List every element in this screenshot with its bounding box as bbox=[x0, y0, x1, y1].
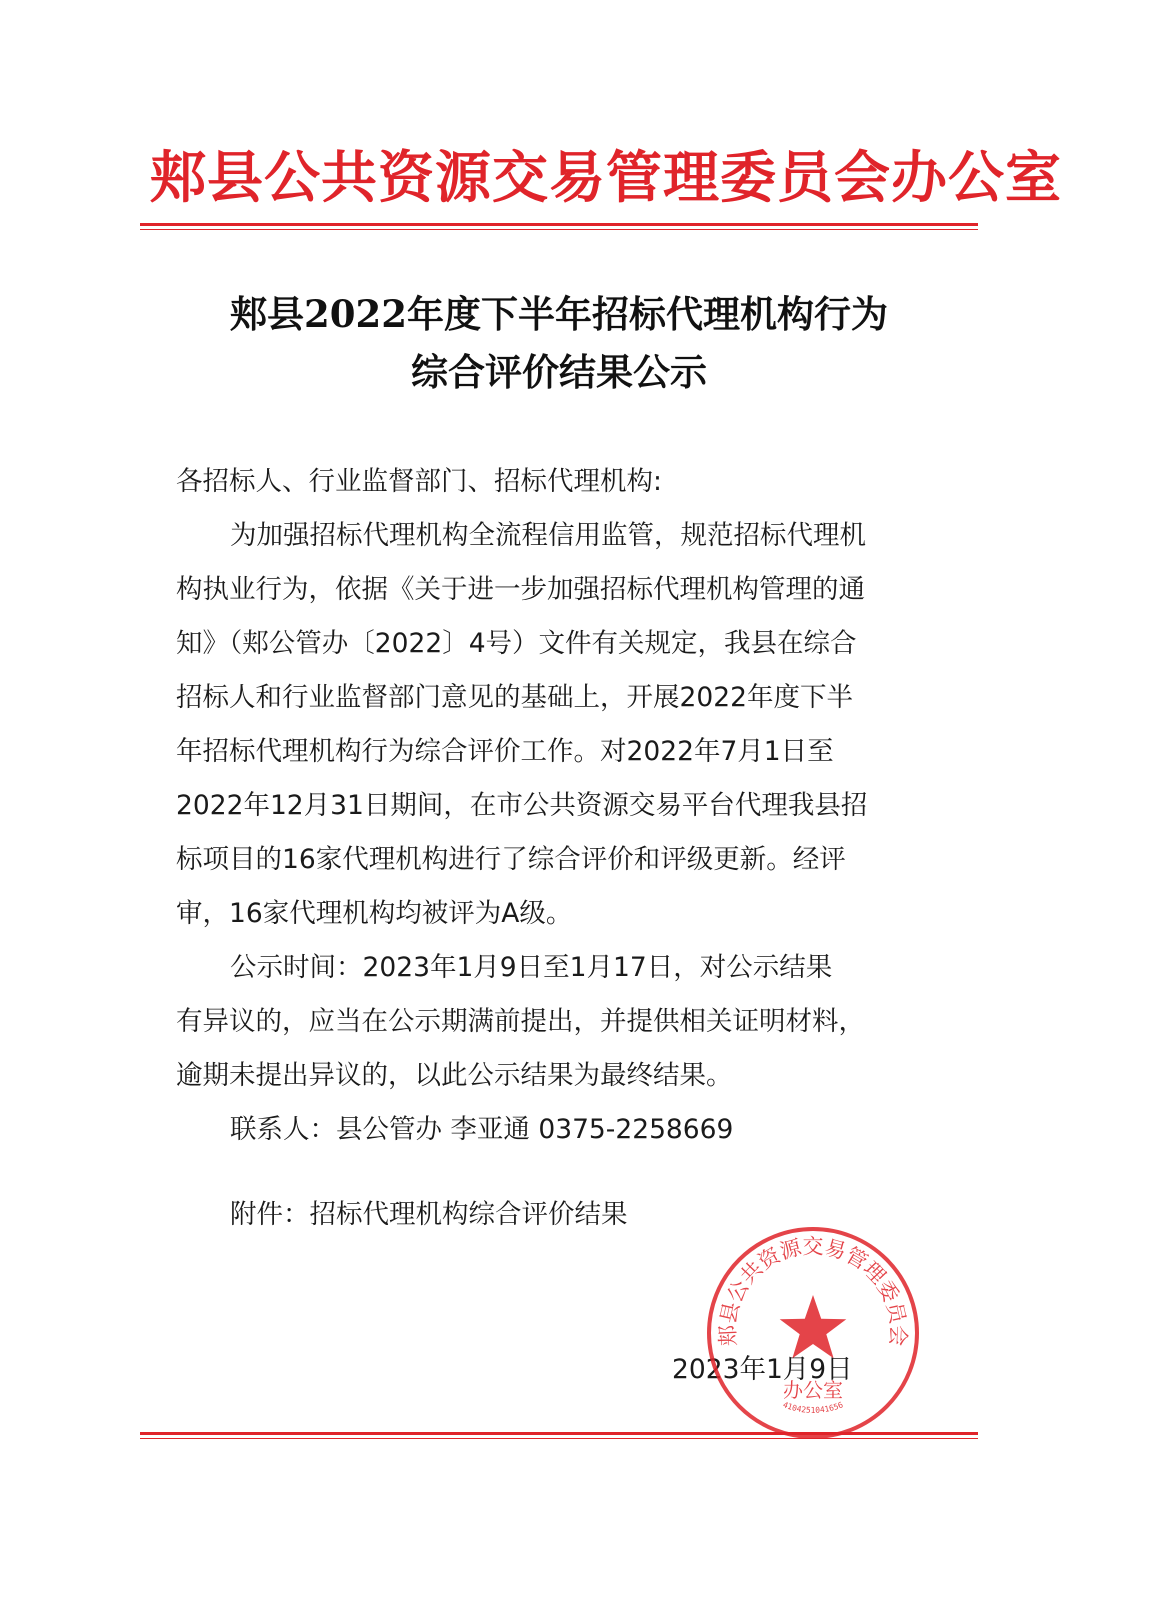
header-rule-thick bbox=[140, 223, 978, 226]
footer-rule-thick bbox=[140, 1432, 978, 1435]
issue-date: 2023年1月9日 bbox=[672, 1354, 853, 1385]
official-seal bbox=[705, 1225, 921, 1441]
paragraph-1-line: 年招标代理机构行为综合评价工作。对2022年7月1日至 bbox=[176, 736, 834, 767]
paragraph-2-line: 公示时间：2023年1月9日至1月17日，对公示结果 bbox=[230, 952, 833, 983]
paragraph-1-line: 2022年12月31日期间，在市公共资源交易平台代理我县招 bbox=[176, 790, 868, 821]
paragraph-1-line: 知》（郏公管办〔2022〕4号）文件有关规定，我县在综合 bbox=[176, 628, 857, 659]
paragraph-2-line: 逾期未提出异议的，以此公示结果为最终结果。 bbox=[176, 1060, 733, 1091]
seal-code: 4104251041656 bbox=[781, 1400, 845, 1415]
attachment-line: 附件：招标代理机构综合评价结果 bbox=[230, 1199, 628, 1230]
paragraph-1-line: 构执业行为，依据《关于进一步加强招标代理机构管理的通 bbox=[176, 574, 865, 605]
paragraph-1-line: 招标人和行业监督部门意见的基础上，开展2022年度下半 bbox=[176, 682, 853, 713]
paragraph-1-line: 审，16家代理机构均被评为A级。 bbox=[176, 898, 573, 929]
star-icon bbox=[780, 1295, 847, 1358]
contact-line: 联系人：县公管办 李亚通 0375-2258669 bbox=[230, 1114, 734, 1145]
seal-outer-text: 郏县公共资源交易管理委员会 bbox=[715, 1234, 911, 1347]
paragraph-1-line: 为加强招标代理机构全流程信用监管，规范招标代理机 bbox=[230, 520, 866, 551]
header-rule-thin bbox=[140, 229, 978, 230]
salutation: 各招标人、行业监督部门、招标代理机构: bbox=[176, 466, 662, 497]
letterhead-title: 郏县公共资源交易管理委员会办公室 bbox=[150, 145, 1062, 211]
paragraph-2-line: 有异议的，应当在公示期满前提出，并提供相关证明材料， bbox=[176, 1006, 865, 1037]
document-title-line-2: 综合评价结果公示 bbox=[411, 350, 707, 394]
paragraph-1-line: 标项目的16家代理机构进行了综合评价和评级更新。经评 bbox=[176, 844, 846, 875]
seal-inner-text: 办公室 bbox=[783, 1378, 843, 1402]
document-title-line-1: 郏县2022年度下半年招标代理机构行为 bbox=[230, 292, 888, 336]
footer-rule-thin bbox=[140, 1438, 978, 1439]
